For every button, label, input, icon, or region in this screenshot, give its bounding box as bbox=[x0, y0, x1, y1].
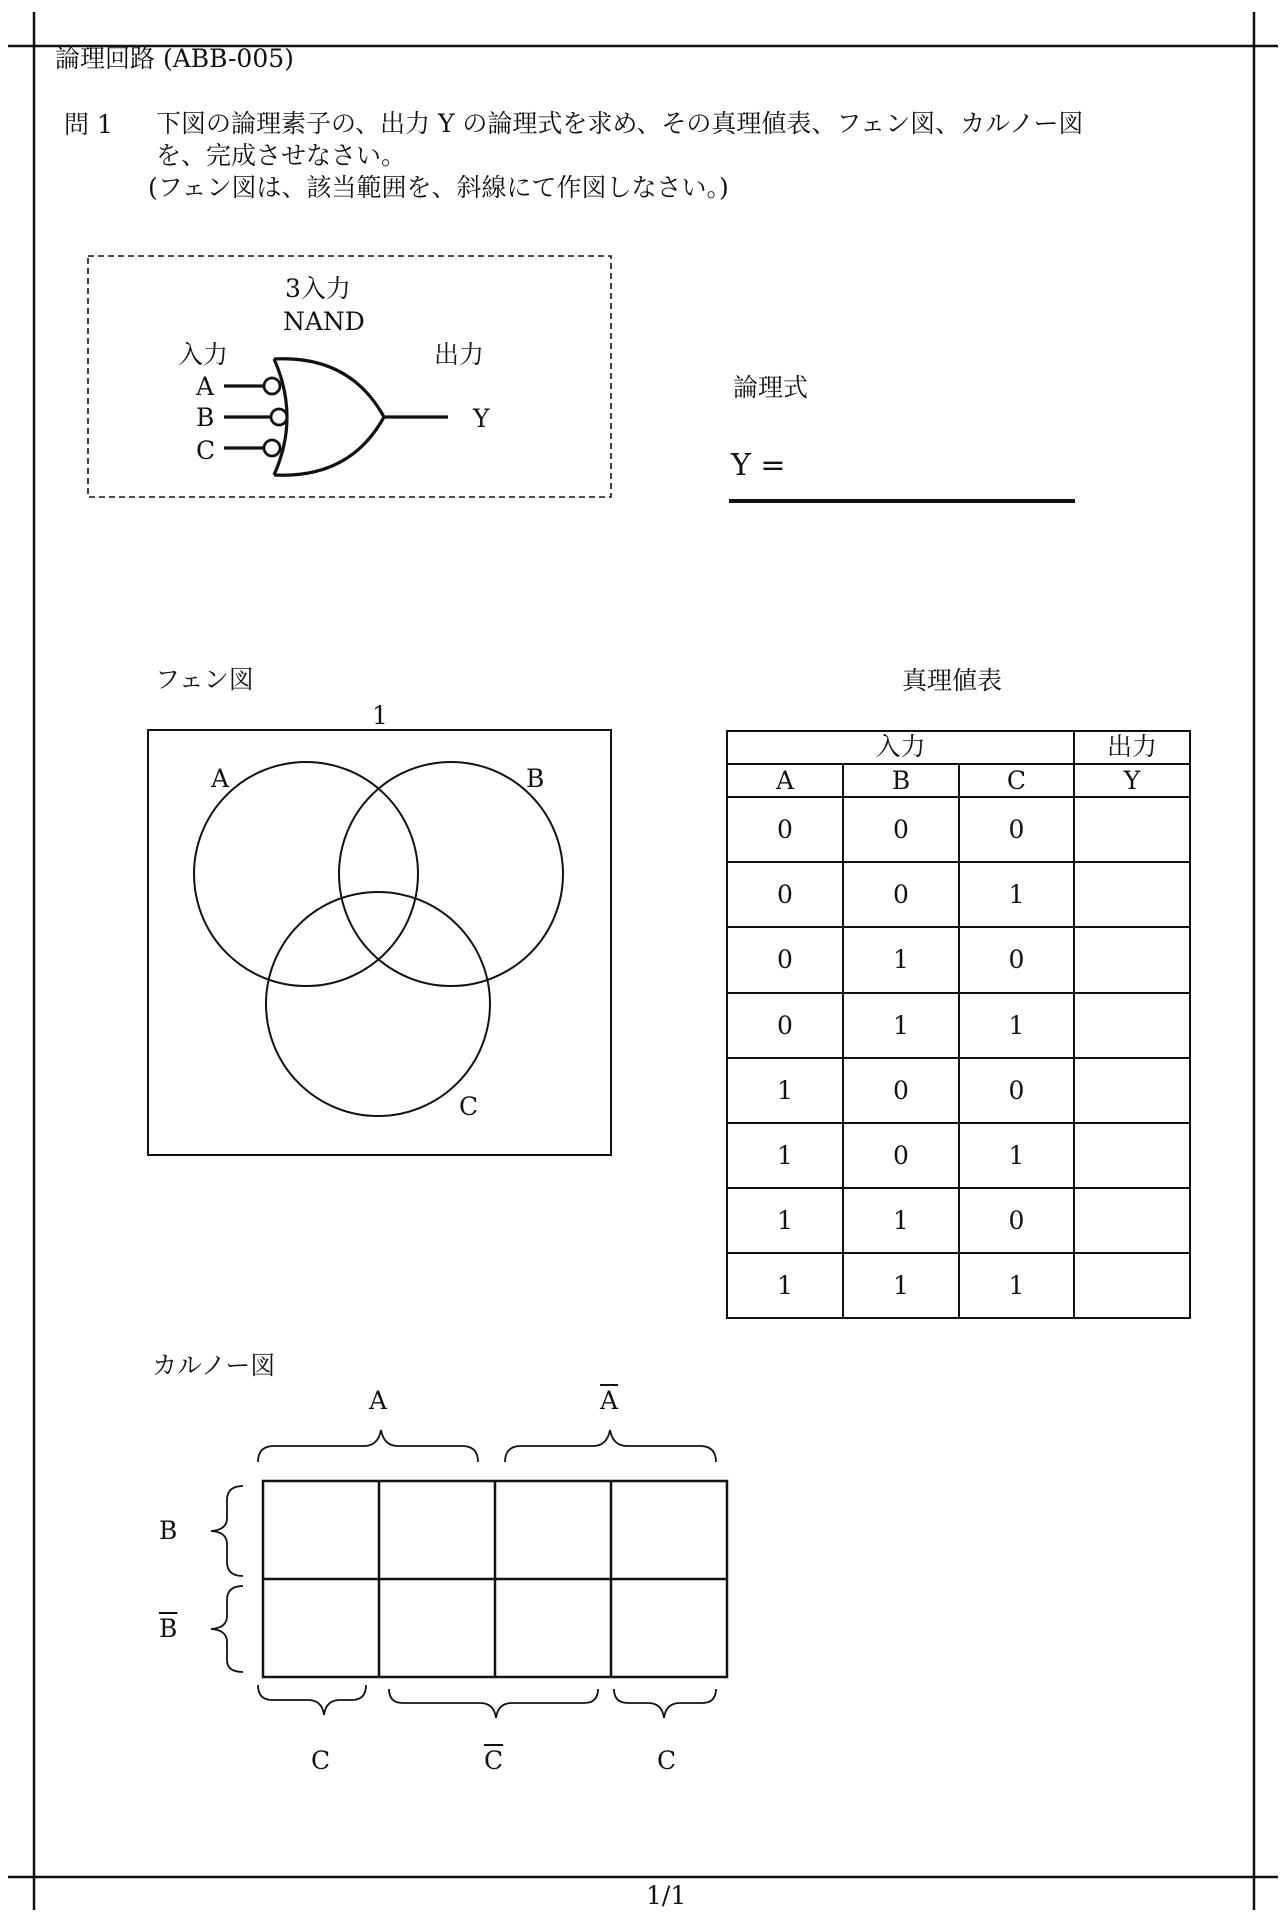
document-title: 論理回路 (ABB-005) bbox=[55, 44, 294, 73]
truth-table-cell: 0 bbox=[893, 1076, 909, 1105]
truth-table-col-y: Y bbox=[1123, 766, 1141, 795]
karnaugh-braces bbox=[211, 1430, 716, 1718]
gate-title-line1: 3入力 bbox=[285, 274, 351, 303]
truth-table-cell: 1 bbox=[777, 1076, 793, 1105]
venn-label-a: A bbox=[211, 764, 230, 793]
formula-label: 論理式 bbox=[733, 373, 809, 402]
truth-table-cell: 0 bbox=[893, 880, 909, 909]
venn-label-b: B bbox=[526, 764, 545, 793]
truth-table-cell: 1 bbox=[893, 1271, 909, 1300]
nand-gate-symbol bbox=[274, 359, 384, 475]
truth-table-cell: 1 bbox=[893, 1206, 909, 1235]
venn-circle-c bbox=[266, 892, 490, 1116]
question-line-2: を、完成させなさい。 bbox=[156, 141, 407, 170]
page-border bbox=[8, 12, 1278, 1910]
karnaugh-top-label-a-bar: $\overline{A}$ bbox=[600, 1386, 619, 1415]
venn-universe-label: 1 bbox=[372, 701, 388, 730]
truth-table-cell: 0 bbox=[1008, 1206, 1025, 1235]
gate-input-a: A bbox=[196, 372, 215, 401]
gate-input-label: 入力 bbox=[178, 340, 229, 369]
truth-table-cell: 1 bbox=[777, 1271, 793, 1300]
venn-circle-b bbox=[339, 762, 563, 986]
gate-title-line2: NAND bbox=[283, 307, 365, 336]
karnaugh-bottom-label-c-2: C bbox=[657, 1746, 677, 1775]
truth-table-group-input: 入力 bbox=[875, 732, 926, 761]
truth-table-cell: 0 bbox=[777, 945, 793, 974]
truth-table-cell: 0 bbox=[1008, 1076, 1025, 1105]
truth-table-col-c: C bbox=[1006, 766, 1027, 795]
truth-table-cell: 0 bbox=[893, 1141, 909, 1170]
karnaugh-left-label-b-bar: $\overline{B}$ bbox=[159, 1614, 178, 1643]
karnaugh-bottom-label-c-bar: $\overline{C}$ bbox=[484, 1746, 504, 1775]
question-line-3: (フェン図は、該当範囲を、斜線にて作図しなさい。) bbox=[148, 173, 729, 202]
karnaugh-grid bbox=[263, 1481, 727, 1677]
truth-table-cell: 0 bbox=[777, 1011, 793, 1040]
truth-table-title: 真理値表 bbox=[902, 666, 1003, 695]
nand-wires bbox=[224, 386, 448, 448]
truth-table-cell: 1 bbox=[893, 1011, 909, 1040]
formula-prefix: Y = bbox=[731, 448, 786, 483]
question-line-1: 下図の論理素子の、出力 Y の論理式を求め、その真理値表、フェン図、カルノー図 bbox=[156, 109, 1084, 138]
truth-table-cell: 0 bbox=[893, 815, 909, 844]
truth-table-col-b: B bbox=[891, 766, 911, 795]
truth-table-cell: 1 bbox=[777, 1141, 793, 1170]
truth-table-cell: 0 bbox=[1008, 945, 1025, 974]
gate-input-c: C bbox=[196, 436, 216, 465]
truth-table-cell: 1 bbox=[1008, 1141, 1025, 1170]
karnaugh-top-label-a: A bbox=[369, 1386, 388, 1415]
gate-input-b: B bbox=[196, 403, 215, 432]
truth-table-group-output: 出力 bbox=[1106, 732, 1157, 761]
gate-output-y: Y bbox=[473, 404, 490, 433]
gate-output-label: 出力 bbox=[434, 340, 485, 369]
truth-table-col-a: A bbox=[775, 766, 795, 795]
truth-table-cell: 1 bbox=[1008, 1271, 1025, 1300]
truth-table-cell: 1 bbox=[777, 1206, 793, 1235]
truth-table-cell: 0 bbox=[1008, 815, 1025, 844]
truth-table-cell: 0 bbox=[777, 880, 793, 909]
truth-table-cell: 0 bbox=[777, 815, 793, 844]
karnaugh-bottom-label-c-1: C bbox=[311, 1746, 331, 1775]
venn-title: フェン図 bbox=[155, 665, 254, 694]
karnaugh-title: カルノー図 bbox=[152, 1351, 276, 1380]
truth-table-cell: 1 bbox=[1008, 880, 1025, 909]
venn-circle-a bbox=[194, 762, 418, 986]
truth-table-cell: 1 bbox=[1008, 1011, 1025, 1040]
truth-table-cell: 1 bbox=[893, 945, 909, 974]
venn-label-c: C bbox=[459, 1092, 479, 1121]
question-number: 問 1 bbox=[64, 110, 113, 139]
karnaugh-left-label-b: B bbox=[159, 1516, 178, 1545]
page-number: 1/1 bbox=[646, 1881, 687, 1910]
